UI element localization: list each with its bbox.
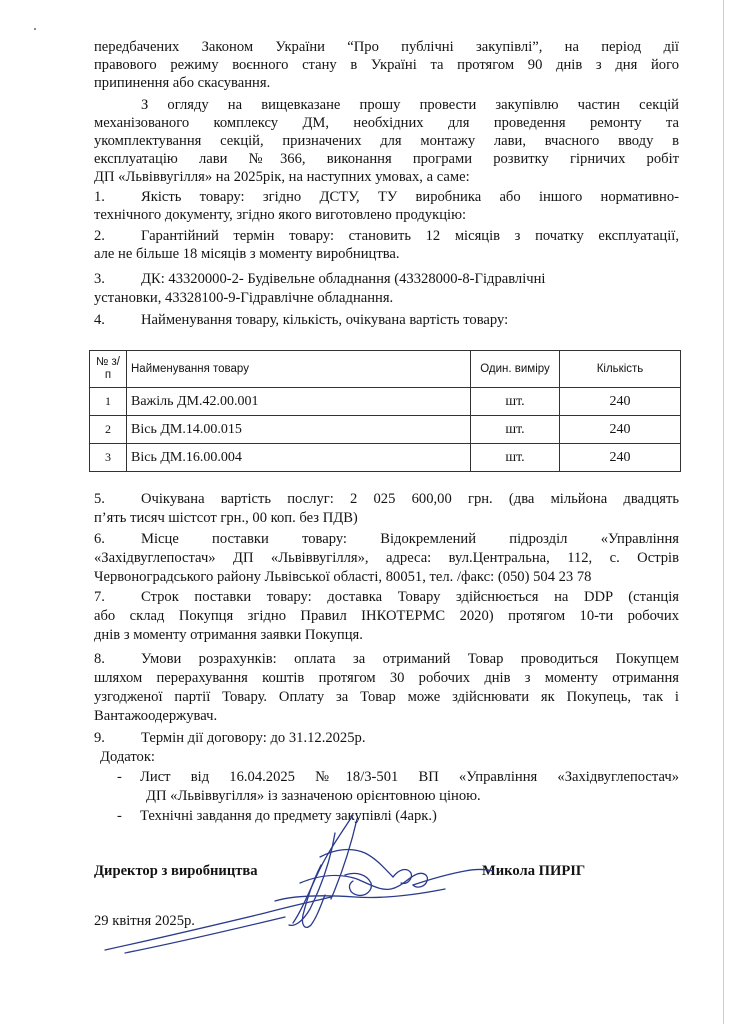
goods-table <box>89 350 681 472</box>
condition-text: «Західвуглепостач» ДП «Львіввугілля», адреса: вул.Центральна, 112, с. Острів <box>94 550 679 566</box>
condition-number: 3. <box>94 271 105 287</box>
header-num: № з/п <box>90 351 127 388</box>
request-line: механізованого комплексу ДМ, необхідних для проведення ремонту та <box>94 115 679 131</box>
attachment-marker: - <box>117 808 122 824</box>
condition-text: Очікувана вартість послуг: 2 025 600,00 грн. (два мільйона двадцять <box>141 491 679 507</box>
header-name: Найменування товару <box>127 351 471 388</box>
condition-number: 4. <box>94 312 105 328</box>
condition-text: Найменування товару, кількість, очікувана вартість товару: <box>141 312 509 328</box>
condition-text: днів з моменту отримання заявки Покупця. <box>94 627 363 643</box>
scan-edge <box>723 0 724 1024</box>
attachment-item: Технічні завдання до предмету закупівлі (4арк.) <box>140 808 437 824</box>
condition-number: 7. <box>94 589 105 605</box>
document-date: 29 квітня 2025р. <box>94 913 195 929</box>
condition-text: установки, 43328100-9-Гідравлічне обладнання. <box>94 290 394 306</box>
condition-number: 9. <box>94 730 105 746</box>
scan-speck <box>34 28 36 30</box>
condition-text: Умови розрахунків: оплата за отриманий Товар проводиться Покупцем <box>141 651 679 667</box>
header-unit: Один. виміру <box>471 351 560 388</box>
condition-text: Вантажоодержувач. <box>94 708 218 724</box>
condition-number: 2. <box>94 228 105 244</box>
intro-line: припинення або скасування. <box>94 75 271 91</box>
table-row <box>90 416 681 444</box>
intro-line: правового режиму воєнного стану в Україні та протягом 90 днів з дня його <box>94 57 679 73</box>
condition-text: узгодженої партії Товару. Оплату за Товар може здійснювати як Покупець, так і <box>94 689 679 705</box>
signatory-position: Директор з виробництва <box>94 863 258 879</box>
condition-text: Термін дії договору: до 31.12.2025р. <box>141 730 366 746</box>
header-qty: Кількість <box>560 351 681 388</box>
table-row <box>90 388 681 416</box>
signatory-name: Микола ПИРІГ <box>482 863 586 879</box>
request-line: З огляду на вищевказане прошу провести закупівлю частин секцій <box>141 97 679 113</box>
row-name: Вісь ДМ.14.00.015 <box>127 416 471 444</box>
condition-number: 1. <box>94 189 105 205</box>
condition-number: 8. <box>94 651 105 667</box>
row-unit: шт. <box>471 388 560 416</box>
row-name: Вісь ДМ.16.00.004 <box>127 444 471 472</box>
condition-text: Місце поставки товару: Відокремлений підрозділ «Управління <box>141 531 679 547</box>
row-num: 1 <box>90 388 127 416</box>
condition-text: технічного документу, згідно якого виготовлено продукцію: <box>94 207 467 223</box>
condition-text: ДК: 43320000-2- Будівельне обладнання (43328000-8-Гідравлічні <box>141 271 546 287</box>
request-line: укомплектування секцій, призначених для монтажу лави, вчасного вводу в <box>94 133 679 149</box>
condition-text: Строк поставки товару: доставка Товару здійснюється на DDP (станція <box>141 589 679 605</box>
row-num: 3 <box>90 444 127 472</box>
condition-text: п’ять тисяч шістсот грн., 00 коп. без ПДВ) <box>94 510 358 526</box>
row-num: 2 <box>90 416 127 444</box>
table-row <box>90 444 681 472</box>
condition-text: але не більше 18 місяців з моменту виробництва. <box>94 246 400 262</box>
attachment-title: Додаток: <box>100 749 155 765</box>
row-unit: шт. <box>471 444 560 472</box>
condition-text: Гарантійний термін товару: становить 12 місяців з початку експлуатації, <box>141 228 679 244</box>
request-line: експлуатацію лави №366, виконання програми розвитку гірничих робіт <box>94 151 679 167</box>
condition-text: Якість товару: згідно ДСТУ, ТУ виробника або іншого нормативно- <box>141 189 679 205</box>
handwritten-signature <box>95 805 495 955</box>
attachment-item: ДП «Львіввугілля» із зазначеною орієнтовною ціною. <box>146 788 481 804</box>
condition-number: 5. <box>94 491 105 507</box>
intro-line: передбачених Законом України “Про публічні закупівлі”, на період дії <box>94 39 679 55</box>
row-qty: 240 <box>560 444 681 472</box>
condition-text: або склад Покупця згідно Правил ІНКОТЕРМС 2020) протягом 10-ти робочих <box>94 608 679 624</box>
condition-text: Червоноградського району Львівської області, 80051, тел. /факс: (050) 504 23 78 <box>94 569 592 585</box>
request-line: ДП «Львіввугілля» на 2025рік, на наступних умовах, а саме: <box>94 169 470 185</box>
row-qty: 240 <box>560 388 681 416</box>
table-header-row <box>90 351 681 388</box>
row-unit: шт. <box>471 416 560 444</box>
condition-number: 6. <box>94 531 105 547</box>
attachment-item: Лист від 16.04.2025 №18/3-501 ВП «Управління «Західвуглепостач» <box>140 769 679 785</box>
row-qty: 240 <box>560 416 681 444</box>
row-name: Важіль ДМ.42.00.001 <box>127 388 471 416</box>
condition-text: шляхом перерахування коштів протягом 30 робочих днів з моменту отримання <box>94 670 679 686</box>
attachment-marker: - <box>117 769 122 785</box>
